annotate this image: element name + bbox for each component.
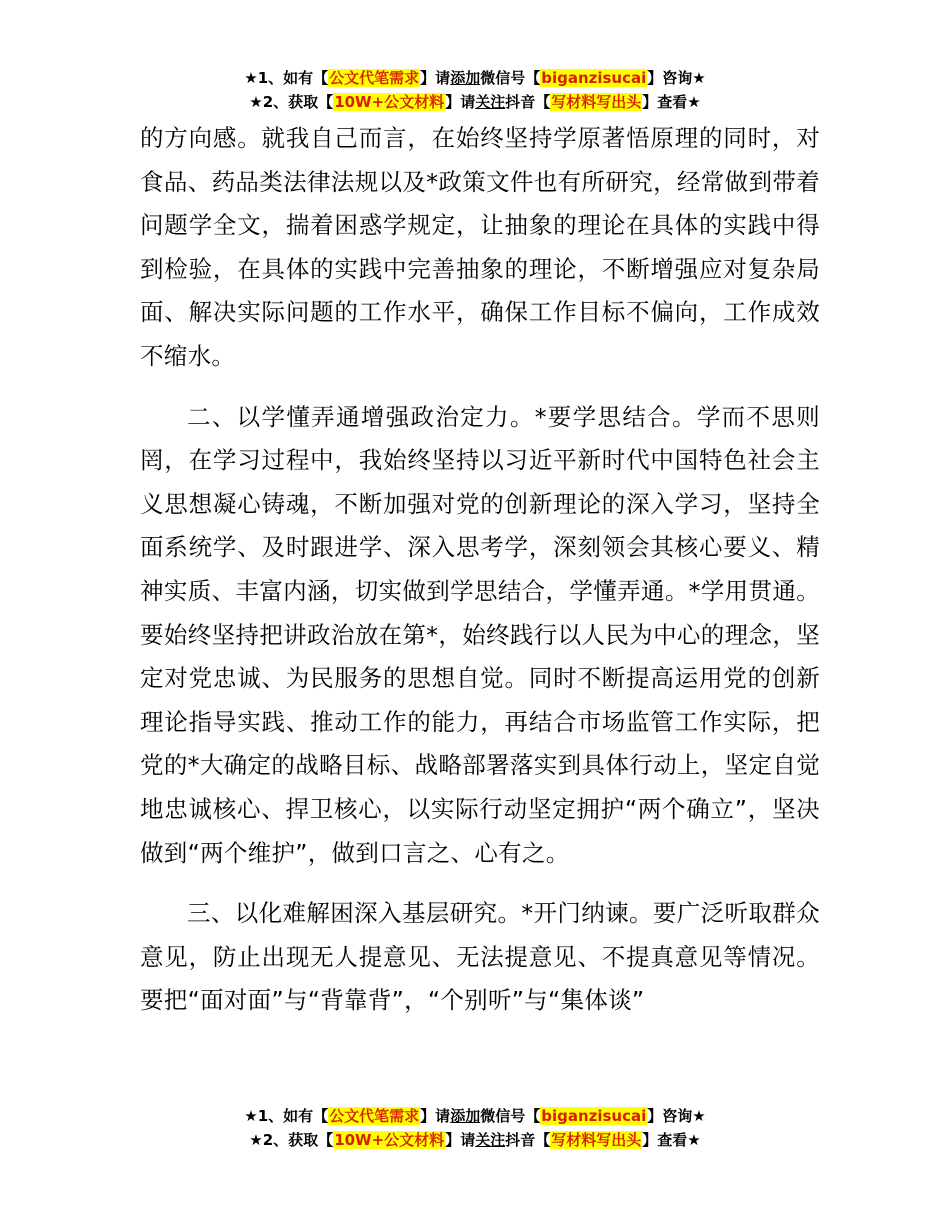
banner-highlight: 公文代笔需求 <box>329 69 420 87</box>
footer-banner <box>0 1104 950 1152</box>
paragraph-section-3: 三、以化难解困深入基层研究。*开门纳谏。要广泛听取群众意见，防止出现无人提意见、无法提意见、不提真意见等情况。要把“面对面”与“背靠背”，“个别听”与“集体谈” <box>140 899 820 1015</box>
banner-wechat-id: biganzisucai <box>541 69 647 87</box>
banner-douyin-id: 写材料写出头 <box>551 93 642 111</box>
banner-line-2: ★2、获取【10W+公文材料】请关注抖音【写材料写出头】查看★ <box>249 1131 701 1149</box>
banner-highlight: 10W+公文材料 <box>334 93 445 111</box>
document-body <box>140 117 820 1023</box>
banner-line-2: ★2、获取【10W+公文材料】请关注抖音【写材料写出头】查看★ <box>249 93 701 111</box>
banner-douyin-id: 写材料写出头 <box>551 1131 642 1149</box>
paragraph-continuation: 的方向感。就我自己而言，在始终坚持学原著悟原理的同时，对食品、药品类法律法规以及*政策文件也有所研究，经常做到带着问题学全文，揣着困惑学规定，让抽象的理论在具体的实践中得到检验，在具体的实践中完善抽象的理论，不断增强应对复杂局面、解决实际问题的工作水平，确保工作目标不偏向，工作成效不缩水。 <box>140 124 820 370</box>
header-banner <box>0 66 950 114</box>
paragraph-section-2: 二、以学懂弄通增强政治定力。*要学思结合。学而不思则罔，在学习过程中，我始终坚持以习近平新时代中国特色社会主义思想凝心铸魂，不断加强对党的创新理论的深入学习，坚持全面系统学、及时跟进学、深入思考学，深刻领会其核心要义、精神实质、丰富内涵，切实做到学思结合，学懂弄通。*学用贯通。要始终坚持把讲政治放在第*，始终践行以人民为中心的理念，坚定对党忠诚、为民服务的思想自觉。同时不断提高运用党的创新理论指导实践、推动工作的能力，再结合市场监管工作实际，把党的*大确定的战略目标、战略部署落实到具体行动上，坚定自觉地忠诚核心、捍卫核心，以实际行动坚定拥护“两个确立”，坚决做到“两个维护”，做到口言之、心有之。 <box>140 402 820 867</box>
banner-line-1: ★1、如有【公文代笔需求】请添加微信号【biganzisucai】咨询★ <box>244 69 706 87</box>
banner-highlight: 公文代笔需求 <box>329 1107 420 1125</box>
banner-line-1: ★1、如有【公文代笔需求】请添加微信号【biganzisucai】咨询★ <box>244 1107 706 1125</box>
banner-wechat-id: biganzisucai <box>541 1107 647 1125</box>
banner-highlight: 10W+公文材料 <box>334 1131 445 1149</box>
